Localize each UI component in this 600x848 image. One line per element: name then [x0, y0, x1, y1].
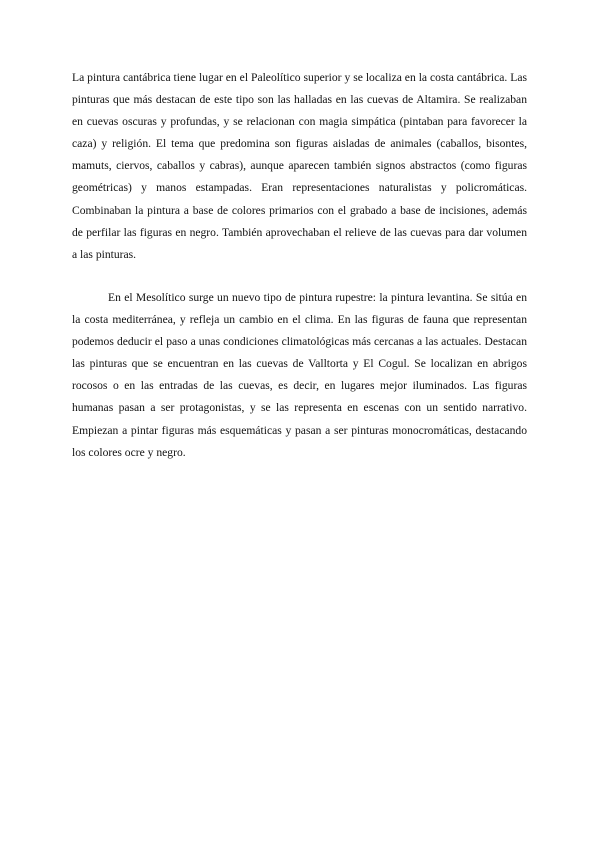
paragraph-mesolithic: En el Mesolítico surge un nuevo tipo de pintura rupestre: la pintura levantina. Se sitúa en la costa mediterránea, y refleja un cambio en el clima. En las figuras de fauna que representan podemos deducir el paso a unas condiciones climatológicas más cercanas a las actuales. Destacan las pinturas que se encuentran en las cuevas de Valltorta y El Cogul. Se localizan en abrigos rocosos o en las entradas de las cuevas, es decir, en lugares mejor iluminados. Las figuras humanas pasan a ser protagonistas, y se las representa en escenas con un sentido narrativo. Empiezan a pintar figuras más esquemáticas y pasan a ser pinturas monocromáticas, destacando los colores ocre y negro. [72, 291, 527, 459]
paragraph-paleolithic: La pintura cantábrica tiene lugar en el Paleolítico superior y se localiza en la costa cantábrica. Las pinturas que más destacan de este tipo son las halladas en las cuevas de Altamira. Se realizaban en cuevas oscuras y profundas, y se relacionan con magia simpática (pintaban para favorecer la caza) y religión. El tema que predomina son figuras aisladas de animales (caballos, bisontes, mamuts, ciervos, caballos y cabras), aunque aparecen también signos abstractos (como figuras geométricas) y manos estampadas. Eran representaciones naturalistas y policromáticas. Combinaban la pintura a base de colores primarios con el grabado a base de incisiones, además de perfilar las figuras en negro. También aprovechaban el relieve de las cuevas para dar volumen a las pinturas. [72, 71, 527, 261]
